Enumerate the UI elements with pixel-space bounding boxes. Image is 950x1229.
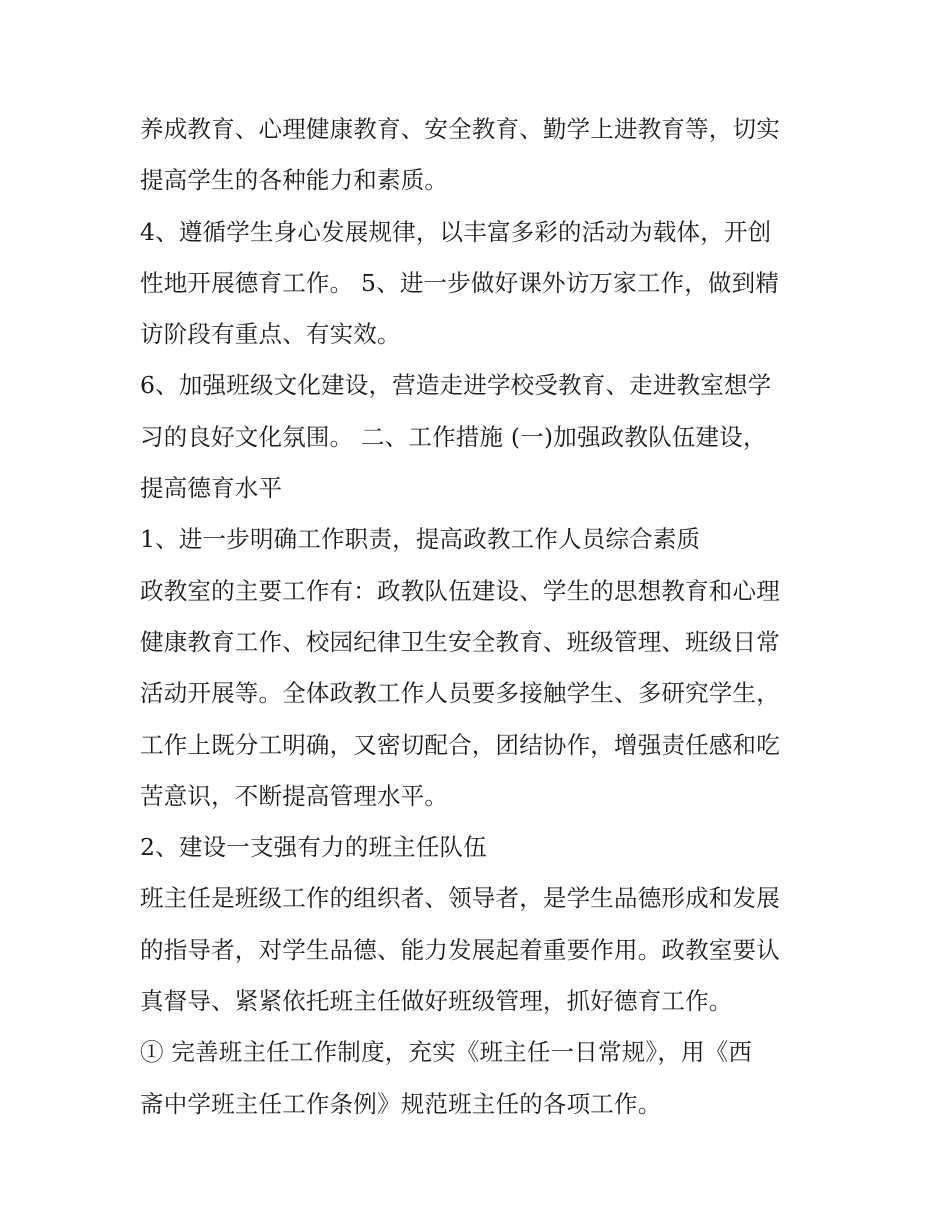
text-line: 政教室的主要工作有：政教队伍建设、学生的思想教育和心理 bbox=[140, 576, 780, 605]
text-line: 提高学生的各种能力和素质。 bbox=[140, 166, 449, 195]
text-line: 4、遵循学生身心发展规律，以丰富多彩的活动为载体，开创 bbox=[140, 217, 772, 246]
text-line: 性地开展德育工作。 5、进一步做好课外访万家工作，做到精 bbox=[140, 268, 780, 297]
text-line: 班主任是班级工作的组织者、领导者，是学生品德形成和发展 bbox=[140, 884, 780, 913]
text-line: 真督导、紧紧依托班主任做好班级管理，抓好德育工作。 bbox=[140, 987, 733, 1016]
text-line: 习的良好文化氛围。 二、工作措施 (一)加强政教队伍建设， bbox=[140, 422, 767, 451]
text-line: 工作上既分工明确，又密切配合，团结协作，增强责任感和吃 bbox=[140, 730, 780, 759]
text-line: 6、加强班级文化建设，营造走进学校受教育、走进教室想学 bbox=[140, 371, 772, 400]
text-line: 1、进一步明确工作职责，提高政教工作人员综合素质 bbox=[140, 525, 701, 554]
text-line: 活动开展等。全体政教工作人员要多接触学生、多研究学生， bbox=[140, 679, 780, 708]
text-line: 2、建设一支强有力的班主任队伍 bbox=[140, 833, 487, 862]
text-line: 斋中学班主任工作条例》规范班主任的各项工作。 bbox=[140, 1089, 662, 1118]
text-line: 健康教育工作、校园纪律卫生安全教育、班级管理、班级日常 bbox=[140, 627, 780, 656]
text-line: 提高德育水平 bbox=[140, 474, 283, 503]
text-line: 苦意识，不断提高管理水平。 bbox=[140, 781, 449, 810]
text-line: 访阶段有重点、有实效。 bbox=[140, 320, 401, 349]
text-line: 的指导者，对学生品德、能力发展起着重要作用。政教室要认 bbox=[140, 935, 780, 964]
text-line: 养成教育、心理健康教育、安全教育、勤学上进教育等，切实 bbox=[140, 115, 780, 143]
text-line: ① 完善班主任工作制度，充实《班主任一日常规》，用《西 bbox=[140, 1038, 753, 1067]
document-text bbox=[140, 104, 820, 1130]
